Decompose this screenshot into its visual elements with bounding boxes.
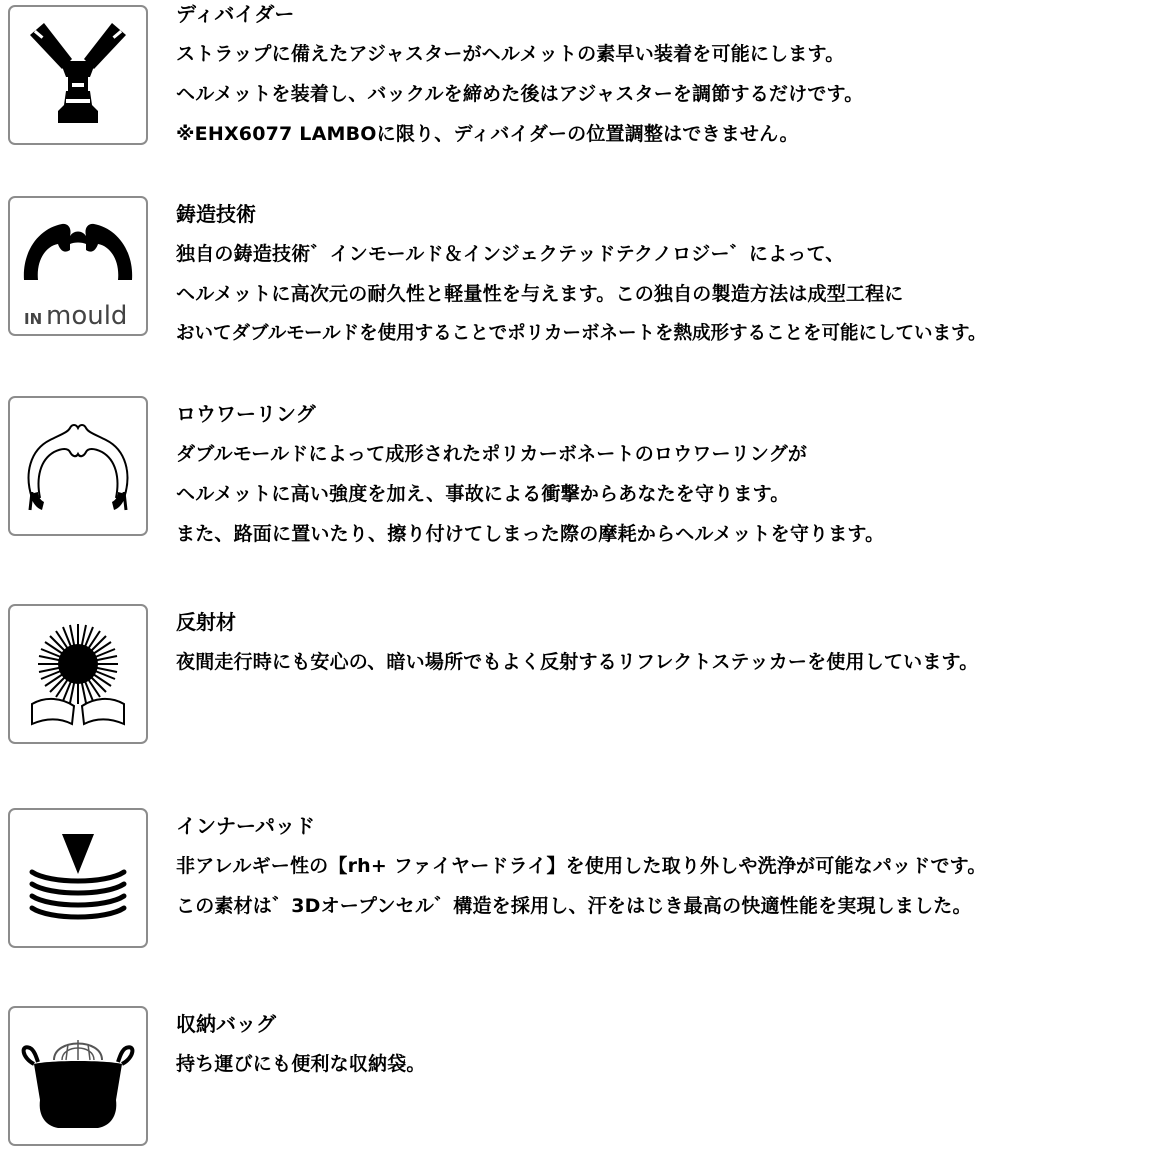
casting-line-1: 独自の鋳造技術゛インモールド＆インジェクテッドテクノロジー゛によって、	[176, 243, 845, 265]
storage-bag-text	[176, 1010, 1153, 1084]
storage-bag-icon-box	[8, 1006, 148, 1146]
inner-pad-line-2: この素材は゛3Dオープンセル゛構造を採用し、汗をはじき最高の快適性能を実現しました。	[176, 895, 972, 917]
inner-pad-icon-box	[8, 808, 148, 948]
feature-casting	[0, 196, 1153, 356]
inner-pad-title: インナーパッド	[176, 814, 315, 838]
inner-pad-text	[176, 812, 1153, 926]
reflective-icon	[10, 606, 146, 742]
reflective-text	[176, 608, 1153, 682]
reflective-line-1: 夜間走行時にも安心の、暗い場所でもよく反射するリフレクトステッカーを使用しています。	[176, 651, 979, 673]
storage-bag-title: 収納バッグ	[176, 1012, 276, 1036]
inmould-icon-box	[8, 196, 148, 336]
inner-pad-icon	[10, 810, 146, 946]
divider-text	[176, 0, 1153, 154]
divider-title: ディバイダー	[176, 2, 295, 26]
svg-text:IN: IN	[24, 310, 43, 328]
feature-storage-bag	[0, 1006, 1153, 1153]
casting-line-2: ヘルメットに高次元の耐久性と軽量性を与えます。この独自の製造方法は成型工程に	[176, 283, 904, 305]
feature-inner-pad	[0, 808, 1153, 958]
divider-line-1: ストラップに備えたアジャスターがヘルメットの素早い装着を可能にします。	[176, 43, 845, 65]
storage-bag-line-1: 持ち運びにも便利な収納袋。	[176, 1053, 426, 1075]
divider-line-2: ヘルメットを装着し、バックルを締めた後はアジャスターを調節するだけです。	[176, 83, 864, 105]
inner-pad-line-1: 非アレルギー性の【rh+ ファイヤードライ】を使用した取り外しや洗浄が可能なパッドです。	[176, 855, 987, 877]
divider-icon-box	[8, 5, 148, 145]
casting-text	[176, 200, 1153, 354]
low-ring-line-3: また、路面に置いたり、擦り付けてしまった際の摩耗からヘルメットを守ります。	[176, 523, 885, 545]
feature-low-ring	[0, 396, 1153, 556]
low-ring-line-1: ダブルモールドによって成形されたポリカーボネートのロウワーリングが	[176, 443, 808, 465]
casting-line-3: おいてダブルモールドを使用することでポリカーボネートを熱成形することを可能にしています。	[176, 323, 987, 344]
reflective-icon-box	[8, 604, 148, 744]
divider-icon	[10, 7, 146, 143]
divider-line-3: ※EHX6077 LAMBOに限り、ディバイダーの位置調整はできません。	[176, 123, 799, 145]
feature-reflective	[0, 604, 1153, 754]
low-ring-icon-box	[8, 396, 148, 536]
feature-divider	[0, 0, 1153, 160]
svg-text:mould: mould	[46, 301, 128, 331]
low-ring-title: ロウワーリング	[176, 402, 316, 426]
low-ring-line-2: ヘルメットに高い強度を加え、事故による衝撃からあなたを守ります。	[176, 483, 790, 505]
casting-title: 鋳造技術	[176, 202, 256, 226]
low-ring-icon	[10, 398, 146, 534]
storage-bag-icon	[10, 1008, 146, 1144]
low-ring-text	[176, 400, 1153, 554]
reflective-title: 反射材	[176, 610, 236, 634]
inmould-icon	[10, 198, 146, 334]
